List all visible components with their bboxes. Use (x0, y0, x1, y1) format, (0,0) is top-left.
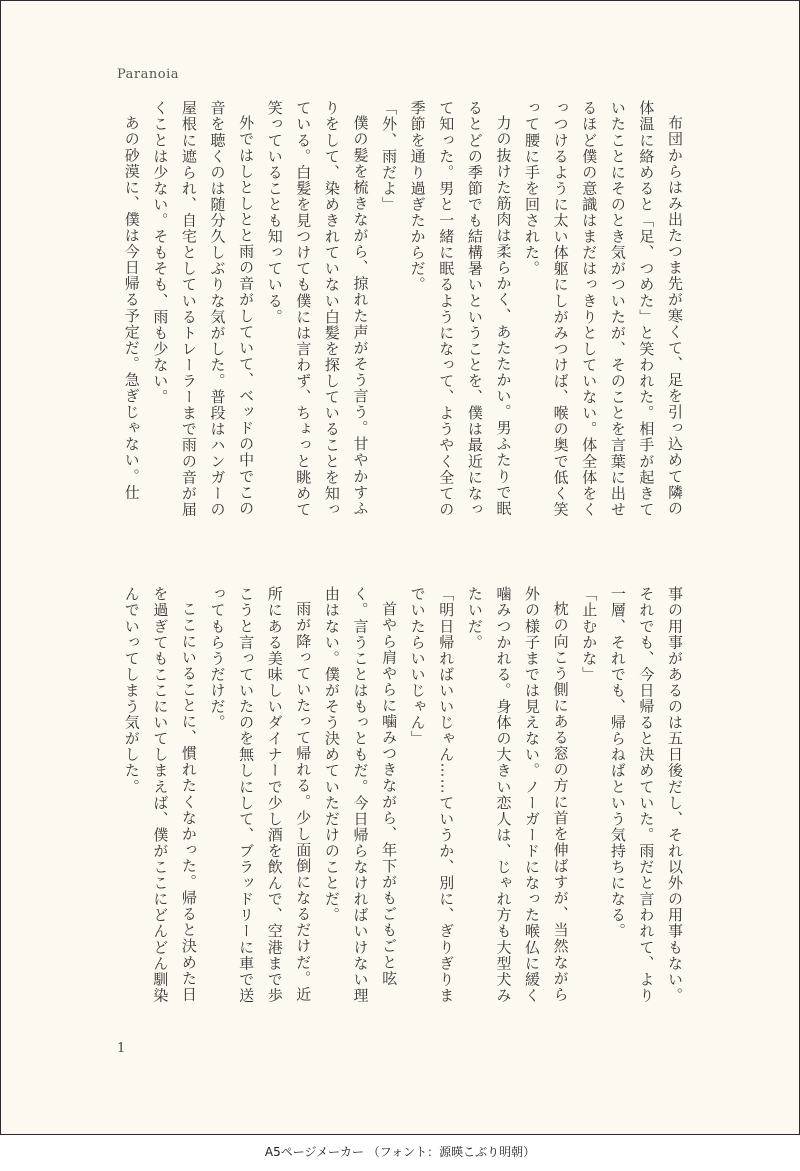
dialogue-line: 「止むかな」 (580, 586, 599, 683)
running-title: Paranoia (117, 67, 179, 82)
paragraph: 布団からはみ出たつま先が寒くて、足を引っ込めて隣の体温に絡めると「足、つめた」と笑われた。相手が起きていたことにそのとき気がついたが、そのことを言葉に出せるほど僕の意識はまだはっきりとしていない。体全体をくっつけるように太い体躯にしがみつけば、喉の奥で低く笑って腰に手を回された。 (523, 100, 684, 518)
text-block-lower (113, 586, 689, 1018)
paragraph: 力の抜けた筋肉は柔らかく、あたたかい。男ふたりで眠るとどの季節でも結構暑いということを、僕は最近になって知った。男と一緒に眠るようになって、ようやく全ての季節を通り過ぎたからだ。 (408, 100, 513, 518)
paragraph: 枕の向こう側にある窓の方に首を伸ばすが、当然ながら外の様子までは見えない。ノーガードになった喉仏に緩く噛みつかれる。身体の大きい恋人は、じゃれ方も大型犬みたいだ。 (465, 586, 570, 1004)
dialogue-line: 「明日帰ればいいじゃん……ていうか、別に、ぎりぎりまでいたらいいじゃん」 (408, 586, 456, 1004)
paragraph: 首やら肩やらに噛みつきながら、年下がもごもごと呟く。言うことはもっともだ。今日帰らなければいけない理由はない。僕がそう決めていただけのことだ。 (322, 586, 399, 1004)
footer-caption: A5ページメーカー （フォント：源暎こぶり明朝） (264, 1145, 536, 1159)
text-block-upper (113, 100, 689, 532)
page-number: 1 (117, 1041, 126, 1056)
paragraph: 僕の髪を梳きながら、掠れた声がそう言う。甘やかすふりをして、染めきれていない白髪を探していることを知っている。白髪を見つけても僕には言わず、ちょっと眺めて笑っていることも知っている。 (265, 100, 370, 518)
paragraph: 外ではしとしとと雨の音がしていて、ベッドの中でこの音を聴くのは随分久しぶりな気がした。普段はハンガーの屋根に遮られ、自宅としているトレーラーまで雨の音が届くことは少ない。そもそも、雨も少ない。 (151, 100, 256, 518)
paragraph: 事の用事があるのは五日後だし、それ以外の用事もない。それでも、今日帰ると決めていた。雨だと言われて、より一層、それでも、帰らねばという気持ちになる。 (608, 586, 684, 1004)
dialogue-line: 「外、雨だよ」 (380, 100, 399, 213)
paragraph: あの砂漠に、僕は今日帰る予定だ。急ぎじゃない。仕 (122, 115, 141, 501)
paragraph: 雨が降っていたって帰れる。少し面倒になるだけだ。近所にある美味しいダイナーで少し酒を飲んで、空港まで歩こうと言っていたのを無しにして、ブラッドリーに車で送ってもらうだけだ。 (208, 586, 313, 1004)
paragraph: ここにいることに、慣れたくなかった。帰ると決めた日を過ぎてもここにいてしまえば、僕がここにどんどん馴染んでいってしまう気がした。 (122, 586, 198, 1004)
